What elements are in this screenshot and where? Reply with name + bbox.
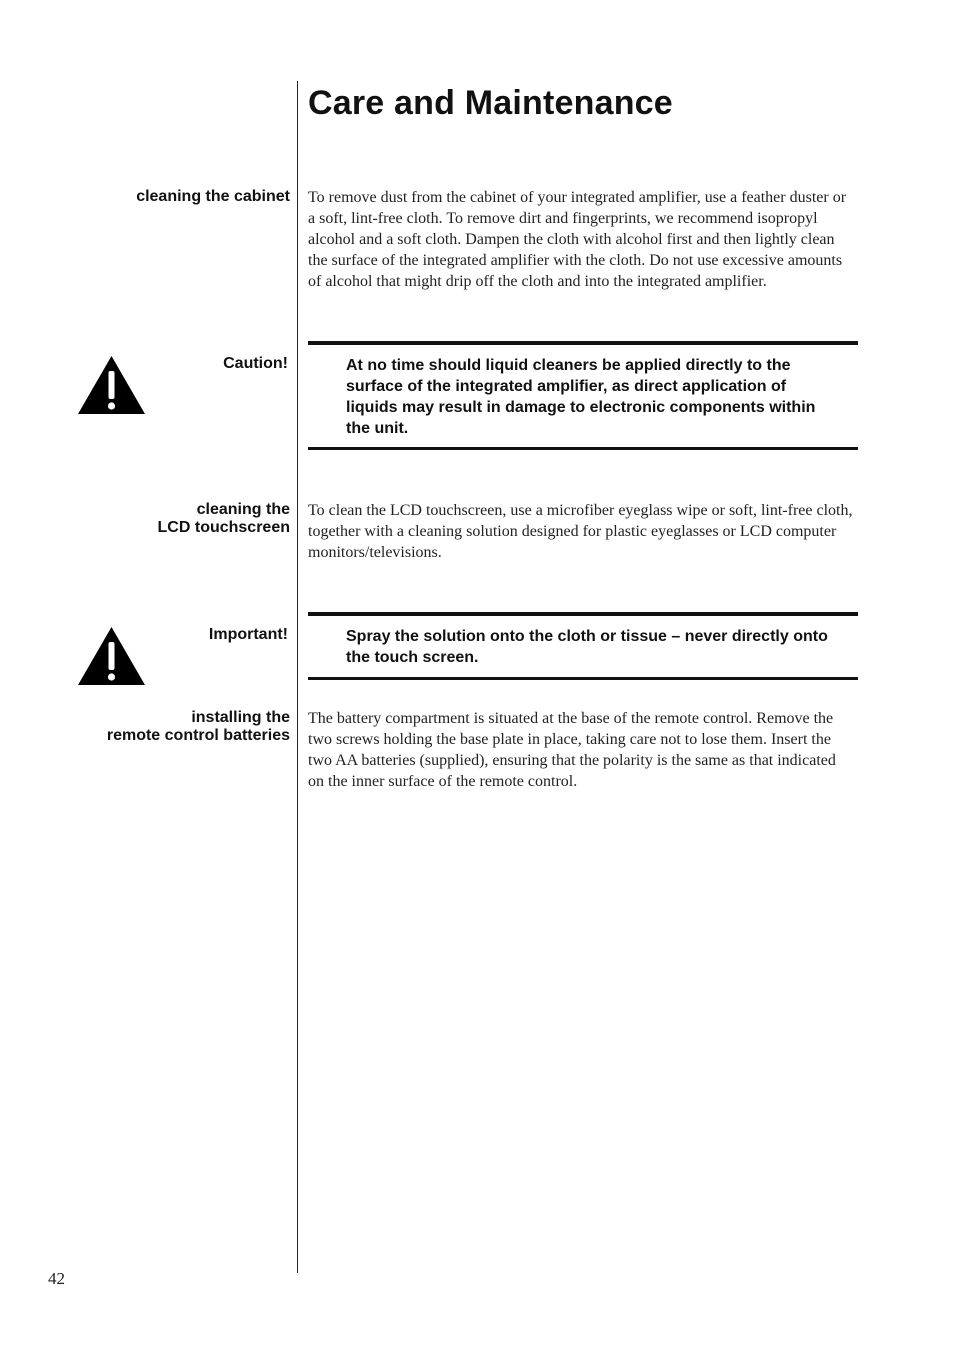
- section-label-cleaning-cabinet: cleaning the cabinet: [136, 188, 290, 205]
- section-label-line: cleaning the: [196, 501, 290, 518]
- important-text: Spray the solution onto the cloth or tissue – never directly onto the touch screen.: [346, 628, 828, 666]
- warning-triangle-icon: [77, 355, 146, 415]
- section-label-line: installing the: [191, 709, 290, 726]
- important-callout: [308, 612, 858, 680]
- page-title: Care and Maintenance: [308, 84, 673, 122]
- section-label-installing-batteries: [107, 709, 290, 745]
- installing-batteries-text: The battery compartment is situated at the base of the remote control. Remove the two screws holding the base plate in place, taking care not to lose them. Insert the two AA batteries (supplied), ensuring that the polarity is the same as that indicated on the inner surface of the remote control.: [308, 710, 836, 790]
- section-label-line: remote control batteries: [106, 727, 290, 744]
- caution-text: At no time should liquid cleaners be applied directly to the surface of the integrated amplifier, as direct application of liquids may result in damage to electronic components within the unit.: [346, 357, 816, 437]
- caution-label: Caution!: [223, 355, 288, 372]
- cleaning-cabinet-text: To remove dust from the cabinet of your integrated amplifier, use a feather duster or a soft, lint-free cloth. To remove dirt and fingerprints, we recommend isopropyl alcohol and a soft cloth. Dampen the cloth with alcohol first and then lightly clean the surface of the integrated amplifier with the cloth. Do not use excessive amounts of alcohol that might drip off the cloth and into the integrated amplifier.: [308, 189, 847, 290]
- section-label-cleaning-lcd: [158, 501, 290, 537]
- warning-triangle-icon: [77, 626, 146, 686]
- page-number: 42: [48, 1269, 65, 1288]
- important-label: Important!: [208, 626, 288, 643]
- cleaning-lcd-text: To clean the LCD touchscreen, use a microfiber eyeglass wipe or soft, lint-free cloth, together with a cleaning solution designed for plastic eyeglasses or LCD computer monitors/televisions.: [308, 502, 853, 561]
- section-label-line: LCD touchscreen: [157, 519, 290, 536]
- column-divider: [297, 81, 298, 1273]
- caution-callout: [308, 341, 858, 450]
